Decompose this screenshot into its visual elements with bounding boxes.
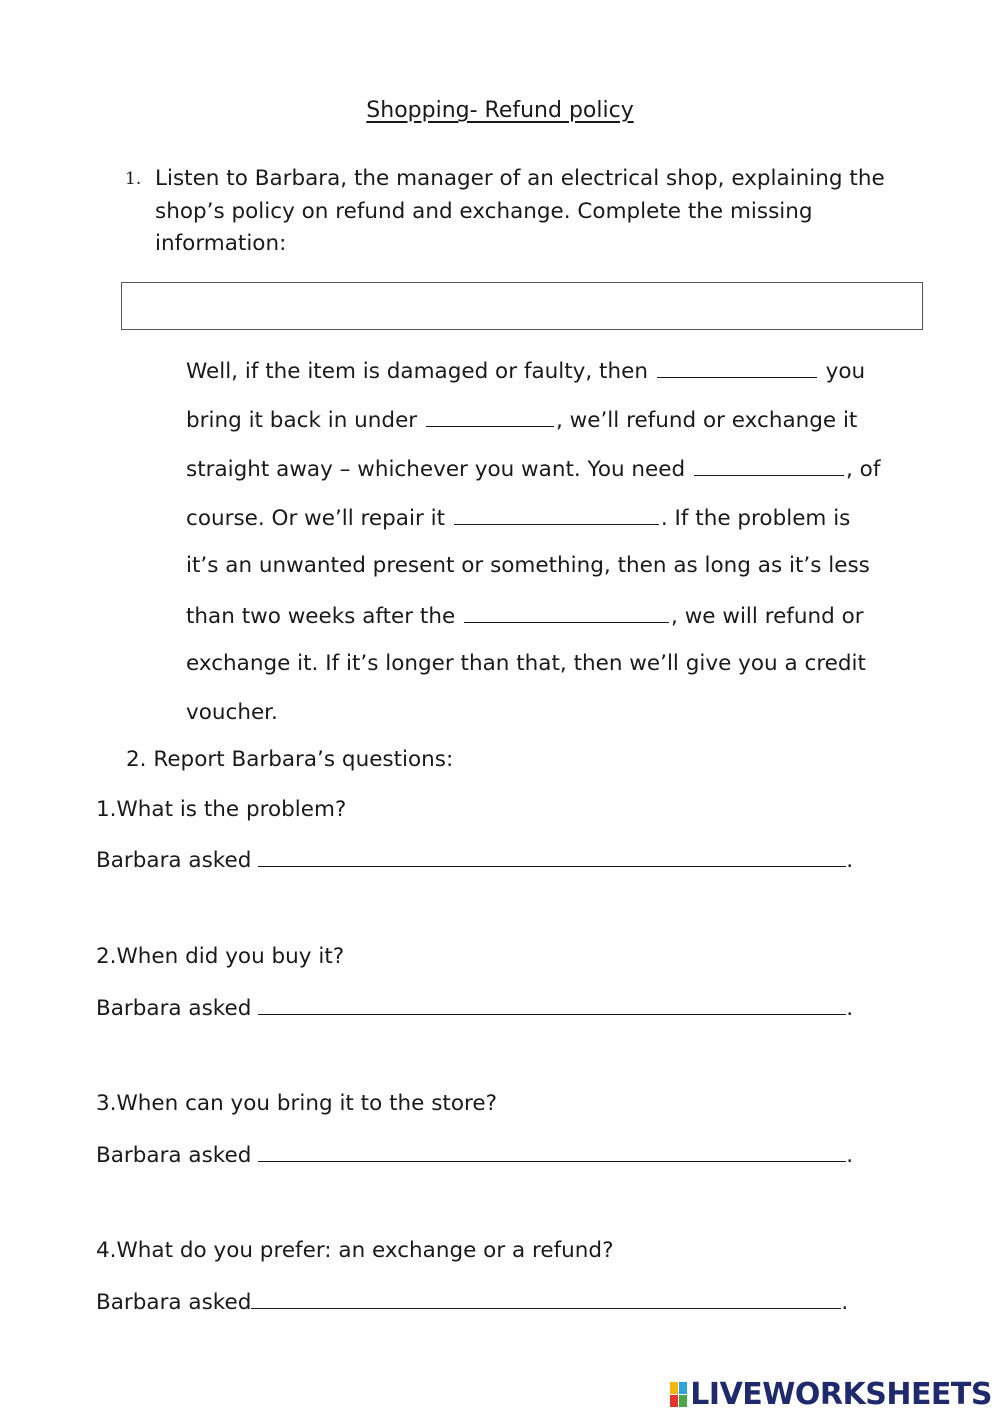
answer-row-1 (96, 842, 853, 873)
answer-row-3 (96, 1137, 853, 1168)
blank-input-2[interactable] (426, 404, 554, 427)
answer-row-4 (96, 1284, 848, 1315)
passage-text: , we will refund or (671, 604, 864, 629)
passage-text: , we’ll refund or exchange it (555, 408, 858, 433)
report-question-4: 4.What do you prefer: an exchange or a refund? (96, 1238, 614, 1263)
answer-prompt: Barbara asked (96, 848, 259, 873)
report-question-2: 2.When did you buy it? (96, 944, 345, 969)
page-title: Shopping- Refund policy (366, 98, 634, 123)
answer-input-2[interactable] (258, 990, 846, 1015)
passage-text: bring it back in under (186, 408, 418, 433)
passage-text: course. Or we’ll repair it (186, 506, 446, 531)
answer-input-4[interactable] (251, 1284, 841, 1309)
answer-prompt: Barbara asked (96, 1290, 252, 1315)
answer-period: . (846, 848, 854, 873)
logo-mark-icon (670, 1382, 687, 1407)
passage-line-3 (186, 453, 946, 485)
passage-text: you (818, 359, 866, 384)
passage-line-5: it’s an unwanted present or something, then as long as it’s less (186, 553, 870, 578)
passage-line-8: voucher. (186, 700, 278, 725)
passage-text: than two weeks after the (186, 604, 456, 629)
report-question-3: 3.When can you bring it to the store? (96, 1091, 498, 1116)
passage-line-1 (186, 355, 946, 387)
question-1-instruction: Listen to Barbara, the manager of an electrical shop, explaining the shop’s policy on refund and exchange. Complete the missing information: (155, 166, 885, 256)
audio-answer-box[interactable] (121, 282, 923, 330)
passage-line-4 (186, 502, 946, 534)
answer-input-1[interactable] (258, 842, 846, 867)
answer-period: . (841, 1290, 849, 1315)
answer-period: . (846, 996, 854, 1021)
passage-text: . If the problem is (660, 506, 851, 531)
answer-prompt: Barbara asked (96, 996, 259, 1021)
blank-input-4[interactable] (454, 502, 659, 525)
passage-text: Well, if the item is damaged or faulty, then (186, 359, 648, 384)
passage-line-2 (186, 404, 946, 436)
blank-input-5[interactable] (464, 600, 669, 623)
answer-prompt: Barbara asked (96, 1143, 259, 1168)
passage-line-7: exchange it. If it’s longer than that, then we’ll give you a credit (186, 651, 866, 676)
answer-input-3[interactable] (258, 1137, 846, 1162)
answer-period: . (846, 1143, 854, 1168)
passage-text: straight away – whichever you want. You need (186, 457, 686, 482)
logo-text: LIVEWORKSHEETS (690, 1377, 992, 1412)
question-1-number: 1. (125, 169, 142, 189)
blank-input-3[interactable] (694, 453, 844, 476)
question-2-label: 2. Report Barbara’s questions: (126, 747, 454, 772)
liveworksheets-logo (670, 1377, 992, 1412)
answer-row-2 (96, 990, 853, 1021)
report-question-1: 1.What is the problem? (96, 797, 347, 822)
passage-text: , of (846, 457, 881, 482)
passage-line-6 (186, 600, 946, 632)
blank-input-1[interactable] (657, 355, 817, 378)
